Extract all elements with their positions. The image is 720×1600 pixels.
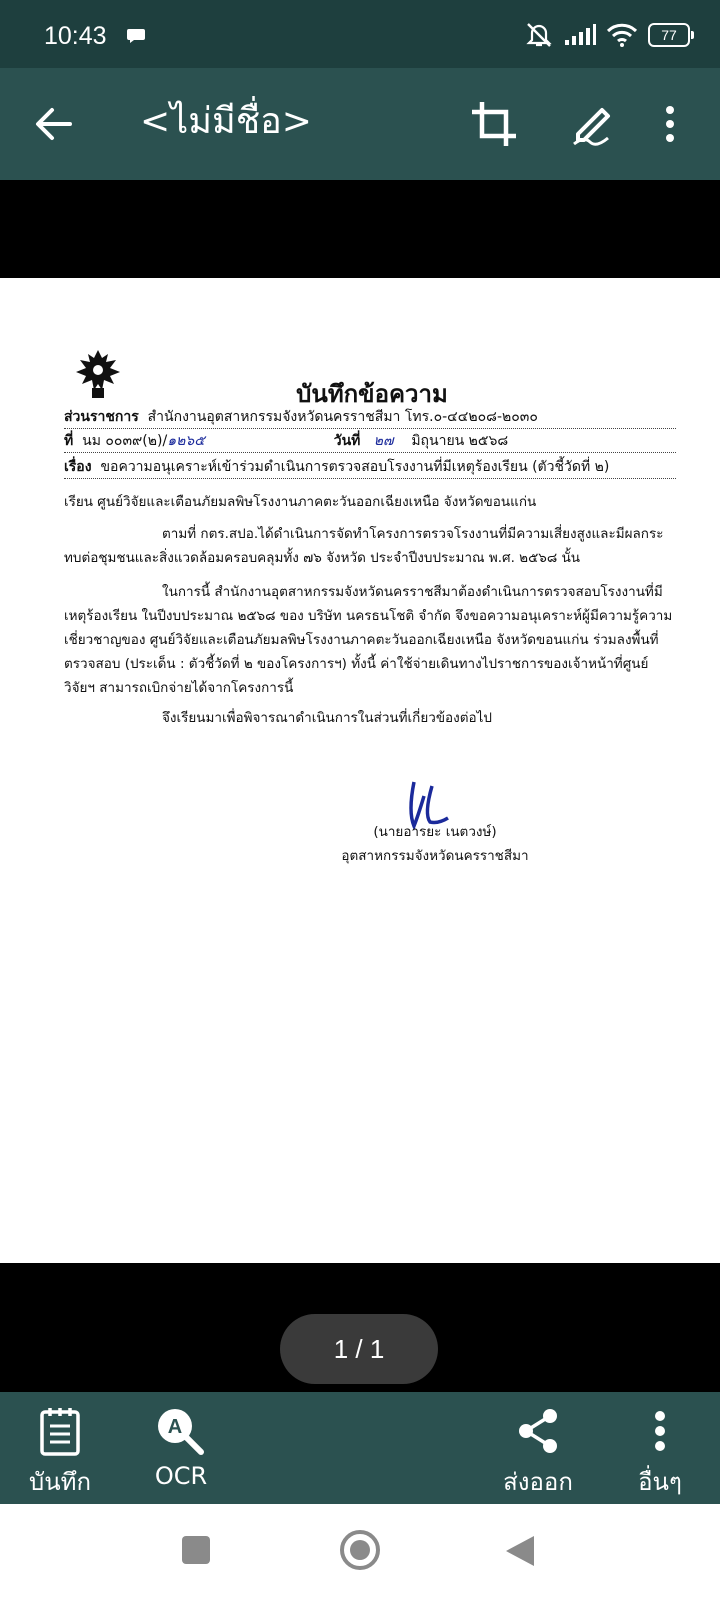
subject-line: เรื่อง ขอความอนุเคราะห์เข้าร่วมดำเนินการตรวจสอบโรงงานที่มีเหตุร้องเรียน (ตัวชี้วัดที่ ๒)	[64, 456, 676, 479]
paragraph-3: จึงเรียนมาเพื่อพิจารณาดำเนินการในส่วนที่เกี่ยวข้องต่อไป	[162, 710, 492, 726]
share-icon	[516, 1406, 560, 1456]
svg-text:A: A	[167, 1416, 183, 1438]
mute-icon	[524, 22, 554, 48]
save-note-label: บันทึก	[29, 1468, 91, 1496]
more-vert-icon	[650, 1406, 670, 1456]
page-indicator: 1 / 1	[280, 1314, 438, 1384]
save-note-button[interactable]	[18, 1406, 102, 1501]
memo-heading: บันทึกข้อความ	[296, 380, 448, 408]
ocr-search-icon	[155, 1406, 207, 1456]
bottom-action-bar	[0, 1392, 720, 1504]
wifi-icon	[606, 23, 638, 47]
edit-pen-icon[interactable]	[570, 100, 614, 148]
reference-line: ที่ นม ๐๐๓๙(๒)/๑๒๖๕ วันที่ ๒๗ มิถุนายน ๒๕๖๘	[64, 430, 676, 453]
notepad-icon	[38, 1406, 82, 1456]
signer-title: อุตสาหกรรมจังหวัดนครราชสีมา	[341, 848, 529, 864]
date-handwritten: ๒๗	[373, 433, 394, 449]
signer-name: (นายอารยะ เนตวงษ์)	[373, 824, 497, 840]
crop-icon[interactable]	[470, 100, 518, 148]
app-toolbar	[0, 68, 720, 180]
signal-icon	[564, 24, 596, 46]
battery-level: 77	[661, 27, 677, 43]
ocr-label: OCR	[154, 1462, 208, 1490]
department-line: ส่วนราชการ สำนักงานอุตสาหกรรมจังหวัดนครราชสีมา โทร.๐-๔๔๒๐๘-๒๐๓๐	[64, 406, 676, 429]
paragraph-1: ตามที่ กตร.สปอ.ได้ดำเนินการจัดทำโครงการตรวจโรงงานที่มีความเสี่ยงสูงและมีผลกระทบต่อชุมชนและสิ่งแวดล้อมครอบคลุมทั้ง ๗๖ จังหวัด ประจำปีงบประมาณ พ.ศ. ๒๕๖๘ นั้น	[64, 526, 664, 566]
home-circle-icon[interactable]	[338, 1528, 382, 1572]
back-arrow-icon[interactable]	[34, 104, 74, 144]
chat-bubble-icon	[126, 28, 146, 44]
paragraph-2: ในการนี้ สำนักงานอุตสาหกรรมจังหวัดนครราชสีมาต้องดำเนินการตรวจสอบโรงงานที่มีเหตุร้องเรียน ในปีงบประมาณ ๒๕๖๘ ของ บริษัท นครธนโชติ จำกัด จึงขอความอนุเคราะห์ผู้มีความรู้ความเชี่ยวชาญของ ศูนย์วิจัยและเตือนภัยมลพิษโรงงานภาคตะวันออกเฉียงเหนือ จังหวัดขอนแก่น ร่วมลงพื้นที่ตรวจสอบ (ประเด็น : ตัวชี้วัดที่ ๒ ของโครงการฯ) ทั้งนี้ ค่าใช้จ่ายเดินทางไปราชการของเจ้าหน้าที่ศูนย์วิจัยฯ สามารถเบิกจ่ายได้จากโครงการนี้	[64, 584, 673, 696]
status-icons	[524, 22, 690, 48]
system-nav-bar	[0, 1504, 720, 1600]
back-triangle-icon[interactable]	[504, 1534, 536, 1568]
more-actions-button[interactable]	[622, 1406, 698, 1501]
document-title[interactable]: <ไม่มีชื่อ>	[140, 101, 312, 142]
ocr-button[interactable]	[142, 1406, 220, 1490]
status-bar	[0, 0, 720, 68]
recents-square-icon[interactable]	[180, 1534, 212, 1566]
to-line: เรียน ศูนย์วิจัยและเตือนภัยมลพิษโรงงานภาคตะวันออกเฉียงเหนือ จังหวัดขอนแก่น	[64, 494, 537, 510]
more-vert-icon[interactable]	[660, 100, 680, 148]
battery-icon	[648, 23, 690, 47]
ref-handwritten: ๑๒๖๕	[167, 433, 205, 449]
more-actions-label: อื่นๆ	[638, 1468, 682, 1496]
document-page[interactable]	[0, 278, 720, 1263]
export-button[interactable]	[490, 1406, 586, 1501]
export-label: ส่งออก	[503, 1468, 573, 1496]
status-time: 10:43	[44, 22, 107, 50]
